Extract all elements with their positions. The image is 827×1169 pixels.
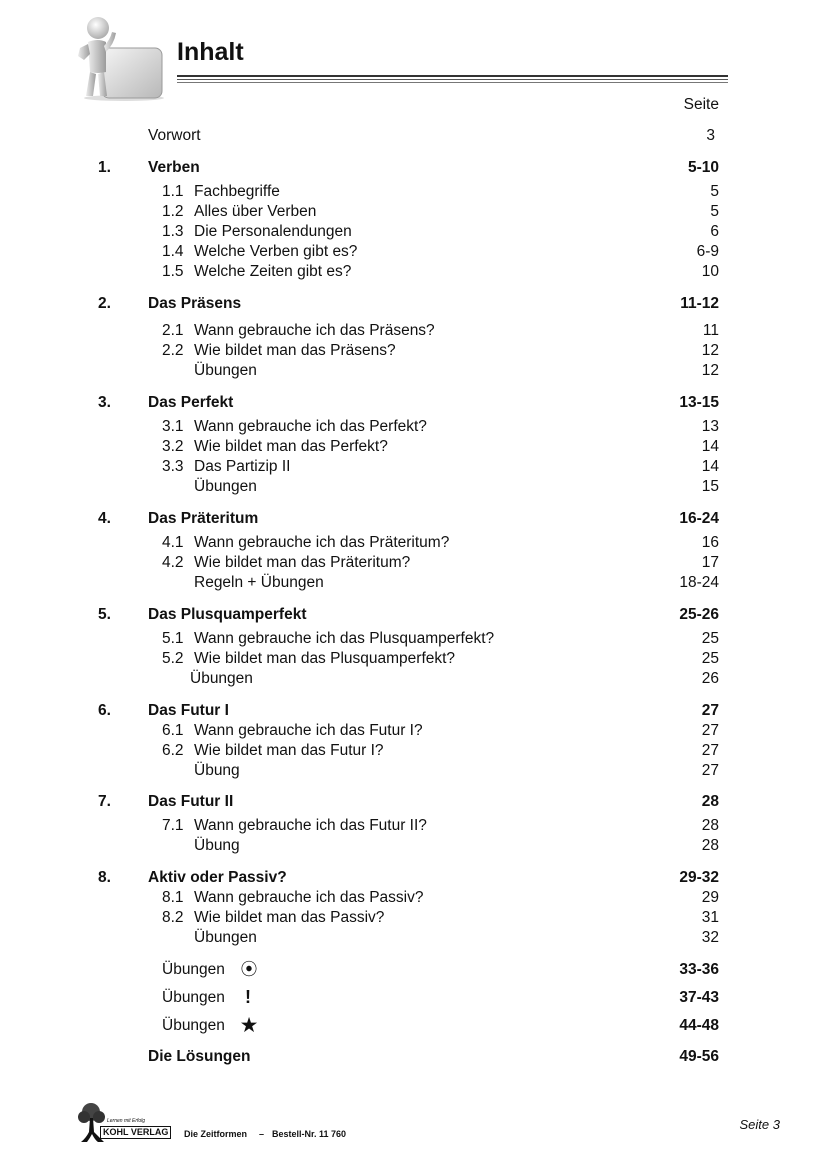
chapter-number: 6. bbox=[98, 702, 111, 719]
section-page: 28 bbox=[701, 817, 719, 834]
section-page: 16 bbox=[701, 534, 719, 551]
chapter-pages: 13-15 bbox=[679, 394, 719, 411]
title-divider bbox=[177, 82, 728, 83]
exercise-label: Übungen bbox=[162, 1017, 225, 1034]
section-number: 1.2 bbox=[162, 203, 184, 220]
section-label: Wann gebrauche ich das Perfekt? bbox=[194, 418, 427, 435]
page-number: Seite 3 bbox=[739, 1117, 780, 1132]
section-label: Fachbegriffe bbox=[194, 183, 280, 200]
section-label: Die Personalendungen bbox=[194, 223, 352, 240]
section-page: 14 bbox=[701, 438, 719, 455]
section-number: 1.4 bbox=[162, 243, 184, 260]
section-label: Alles über Verben bbox=[194, 203, 317, 220]
section-page: 10 bbox=[701, 263, 719, 280]
exercise-label: Übungen bbox=[162, 989, 225, 1006]
section-label: Wann gebrauche ich das Präsens? bbox=[194, 322, 435, 339]
logo-tagline: Lernen mit Erfolg bbox=[107, 1118, 146, 1124]
section-number: 3.2 bbox=[162, 438, 184, 455]
section-page: 32 bbox=[701, 929, 719, 946]
section-label: Wann gebrauche ich das Präteritum? bbox=[194, 534, 450, 551]
chapter-pages: 29-32 bbox=[679, 869, 719, 886]
section-label: Wie bildet man das Perfekt? bbox=[194, 438, 388, 455]
exercise-pages: 44-48 bbox=[679, 1017, 719, 1034]
section-page: 5 bbox=[710, 203, 719, 220]
chapter-number: 5. bbox=[98, 606, 111, 623]
exercise-pages: 33-36 bbox=[679, 961, 719, 978]
section-label: Das Partizip II bbox=[194, 458, 291, 475]
section-label: Wann gebrauche ich das Plusquamperfekt? bbox=[194, 630, 495, 647]
section-page: 12 bbox=[701, 342, 719, 359]
section-page: 13 bbox=[701, 418, 719, 435]
section-number: 4.2 bbox=[162, 554, 184, 571]
chapter-number: 3. bbox=[98, 394, 111, 411]
footer-order-number: Bestell-Nr. 11 760 bbox=[272, 1129, 347, 1139]
section-label: Wie bildet man das Futur I? bbox=[194, 742, 384, 759]
title-divider bbox=[177, 79, 728, 80]
chapter-title: Aktiv oder Passiv? bbox=[148, 869, 287, 886]
circled-dot-icon: ⦿ bbox=[240, 960, 258, 979]
chapter-pages: 11-12 bbox=[680, 295, 719, 312]
footer-book-title: Die Zeitformen bbox=[184, 1129, 248, 1139]
section-page: 27 bbox=[701, 742, 719, 759]
section-label: Welche Zeiten gibt es? bbox=[194, 263, 352, 280]
section-page: 27 bbox=[701, 762, 719, 779]
section-number: 3.1 bbox=[162, 418, 184, 435]
kohl-verlag-logo bbox=[78, 1102, 173, 1146]
star-icon: ★ bbox=[239, 1014, 259, 1037]
section-page: 27 bbox=[701, 722, 719, 739]
section-number: 2.2 bbox=[162, 342, 184, 359]
header-figure-illustration bbox=[74, 14, 166, 102]
section-number: 8.1 bbox=[162, 889, 184, 906]
chapter-pages: 28 bbox=[701, 793, 719, 810]
section-page: 17 bbox=[701, 554, 719, 571]
section-page: 25 bbox=[701, 630, 719, 647]
section-label: Wann gebrauche ich das Passiv? bbox=[194, 889, 424, 906]
chapter-pages: 25-26 bbox=[679, 606, 719, 623]
title-divider bbox=[177, 75, 728, 77]
exercise-pages: 37-43 bbox=[679, 989, 719, 1006]
section-page: 25 bbox=[701, 650, 719, 667]
section-label: Wie bildet man das Präteritum? bbox=[194, 554, 411, 571]
section-page: 12 bbox=[701, 362, 719, 379]
chapter-title: Das Perfekt bbox=[148, 394, 234, 411]
section-label: Regeln + Übungen bbox=[194, 574, 324, 591]
section-number: 2.1 bbox=[162, 322, 184, 339]
chapter-number: 1. bbox=[98, 159, 111, 176]
chapter-pages: 5-10 bbox=[687, 159, 719, 176]
chapter-pages: 16-24 bbox=[679, 510, 719, 527]
footer-separator: – bbox=[259, 1129, 265, 1139]
section-label: Übungen bbox=[194, 929, 257, 946]
section-page: 26 bbox=[701, 670, 719, 687]
section-label: Welche Verben gibt es? bbox=[194, 243, 358, 260]
section-label: Übungen bbox=[194, 478, 257, 495]
section-number: 8.2 bbox=[162, 909, 184, 926]
section-page: 29 bbox=[701, 889, 719, 906]
exclamation-icon: ! bbox=[245, 987, 251, 1007]
section-number: 3.3 bbox=[162, 458, 184, 475]
section-page: 6 bbox=[710, 223, 719, 240]
chapter-title: Das Präteritum bbox=[148, 510, 259, 527]
section-page: 28 bbox=[701, 837, 719, 854]
section-label: Übungen bbox=[194, 362, 257, 379]
section-label: Übung bbox=[194, 837, 240, 854]
section-label: Wie bildet man das Plusquamperfekt? bbox=[194, 650, 456, 667]
section-label: Übung bbox=[194, 762, 240, 779]
section-page: 6-9 bbox=[696, 243, 719, 260]
chapter-title: Das Präsens bbox=[148, 295, 242, 312]
chapter-title: Verben bbox=[148, 159, 200, 176]
section-label: Wie bildet man das Präsens? bbox=[194, 342, 396, 359]
section-number: 5.2 bbox=[162, 650, 184, 667]
section-number: 4.1 bbox=[162, 534, 184, 551]
chapter-pages: 27 bbox=[701, 702, 719, 719]
section-number: 6.2 bbox=[162, 742, 184, 759]
section-page: 31 bbox=[701, 909, 719, 926]
section-number: 1.5 bbox=[162, 263, 184, 280]
section-page: 11 bbox=[702, 322, 719, 339]
section-label: Wann gebrauche ich das Futur II? bbox=[194, 817, 427, 834]
section-label: Wie bildet man das Passiv? bbox=[194, 909, 385, 926]
section-page: 15 bbox=[701, 478, 719, 495]
solutions-pages: 49-56 bbox=[679, 1048, 719, 1065]
toc-entry-label: Vorwort bbox=[148, 127, 201, 144]
section-number: 5.1 bbox=[162, 630, 184, 647]
page-column-header: Seite bbox=[683, 96, 719, 113]
toc-entry-page: 3 bbox=[706, 127, 715, 144]
section-label: Übungen bbox=[190, 670, 253, 687]
chapter-number: 2. bbox=[98, 295, 111, 312]
chapter-number: 8. bbox=[98, 869, 111, 886]
chapter-title: Das Futur II bbox=[148, 793, 234, 810]
chapter-title: Das Plusquamperfekt bbox=[148, 606, 307, 623]
section-page: 5 bbox=[710, 183, 719, 200]
section-number: 1.1 bbox=[162, 183, 184, 200]
solutions-label: Die Lösungen bbox=[148, 1048, 251, 1065]
section-number: 6.1 bbox=[162, 722, 184, 739]
section-label: Wann gebrauche ich das Futur I? bbox=[194, 722, 423, 739]
exercise-label: Übungen bbox=[162, 961, 225, 978]
page-title: Inhalt bbox=[177, 38, 244, 66]
section-page: 18-24 bbox=[679, 574, 719, 591]
chapter-number: 4. bbox=[98, 510, 111, 527]
logo-brand: KOHL VERLAG bbox=[100, 1126, 171, 1139]
chapter-number: 7. bbox=[98, 793, 111, 810]
chapter-title: Das Futur I bbox=[148, 702, 229, 719]
section-number: 7.1 bbox=[162, 817, 184, 834]
section-number: 1.3 bbox=[162, 223, 184, 240]
section-page: 14 bbox=[701, 458, 719, 475]
tree-logo-icon bbox=[78, 1102, 108, 1146]
